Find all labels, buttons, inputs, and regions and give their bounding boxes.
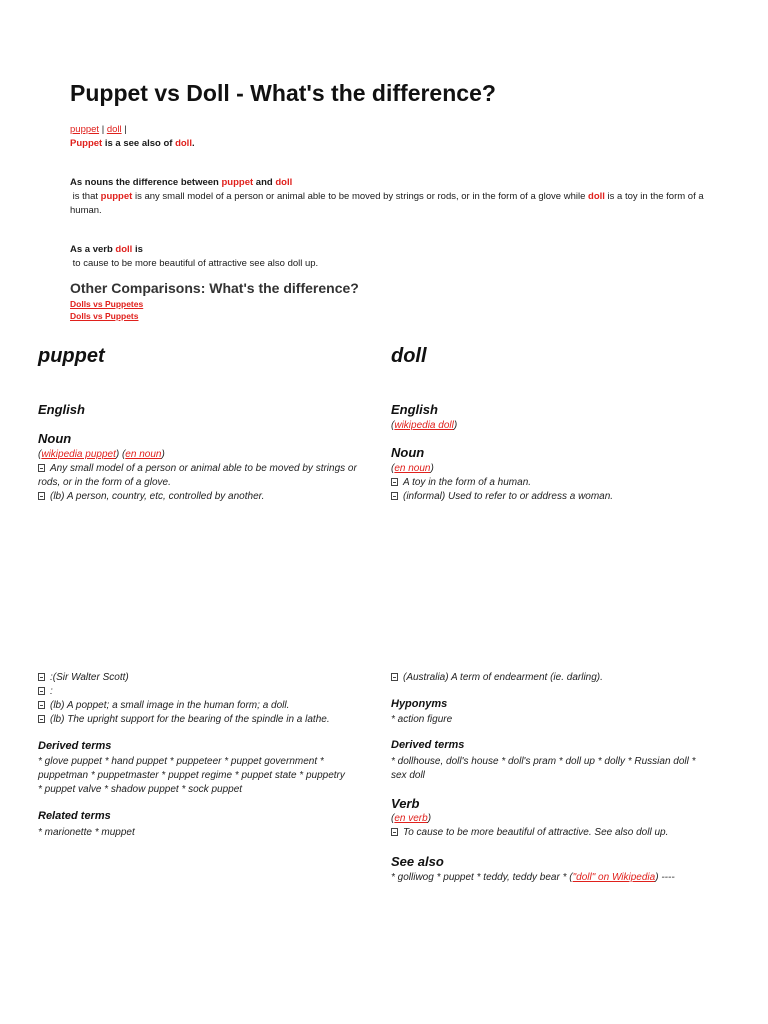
en-noun-link[interactable]: en noun	[394, 463, 431, 474]
bullet-box-icon	[38, 715, 45, 723]
derived-terms-line: * dollhouse, doll's house * doll's pram * doll up * dolly * Russian doll *	[391, 756, 696, 767]
word-puppet: puppet	[221, 177, 254, 188]
word-doll: doll	[115, 244, 133, 255]
puppet-noun-definitions	[38, 462, 383, 504]
en-noun-link[interactable]: en noun	[125, 449, 162, 460]
comparisons-list	[70, 298, 143, 322]
verb-suffix: is	[132, 244, 143, 255]
puppet-language-heading: English	[38, 402, 85, 417]
breadcrumb-link-doll[interactable]: doll	[106, 124, 122, 135]
doll-verb-definition	[391, 826, 736, 840]
bullet-box-icon	[38, 492, 45, 500]
verb-definition: to cause to be more beautiful of attractive see also doll up.	[70, 258, 319, 269]
bullet-box-icon	[391, 492, 398, 500]
definition-text: A toy in the form of a human.	[403, 477, 532, 488]
paren: ) (	[115, 449, 126, 460]
doll-see-also-list	[391, 871, 675, 885]
word-puppet: Puppet	[70, 138, 103, 149]
definition-item	[38, 462, 383, 476]
and-text: and	[253, 177, 276, 188]
paren: (	[391, 420, 395, 431]
bullet-box-icon	[38, 464, 45, 472]
paren: (	[38, 449, 42, 460]
definition-text: :(Sir Walter Scott)	[50, 672, 129, 683]
doll-noun-heading: Noun	[391, 445, 425, 460]
breadcrumb-separator: |	[99, 124, 107, 135]
doll-noun-definitions	[391, 476, 736, 504]
definition-continuation: rods, or in the form of a glove.	[38, 477, 171, 488]
paren: )	[427, 813, 432, 824]
doll-more-definitions	[391, 671, 736, 685]
definition-text: (informal) Used to refer to or address a woman.	[403, 491, 614, 502]
definition-item	[391, 490, 736, 504]
puppet-related-terms: * marionette * muppet	[38, 827, 135, 838]
breadcrumb-link-puppet[interactable]: puppet	[70, 124, 100, 135]
comparisons-heading: Other Comparisons: What's the difference?	[70, 280, 359, 296]
word-puppet: puppet	[100, 191, 133, 202]
doll-hyponyms-heading: Hyponyms	[391, 698, 448, 710]
word-doll: doll	[588, 191, 605, 202]
puppet-derived-terms	[38, 755, 383, 797]
puppet-related-heading: Related terms	[38, 810, 111, 822]
bullet-box-icon	[38, 687, 45, 695]
derived-terms-line: puppetman * puppetmaster * puppet regime * puppet state * puppetry	[38, 770, 345, 781]
doll-wiki-ref	[391, 419, 457, 433]
definition-item	[38, 685, 383, 699]
doll-derived-terms	[391, 755, 736, 783]
see-also-text: is a see also of	[102, 138, 176, 149]
paren: (	[391, 463, 395, 474]
definition-item	[38, 671, 383, 685]
paren: )	[430, 463, 434, 474]
paren: (	[391, 813, 395, 824]
doll-noun-ref	[391, 462, 434, 476]
breadcrumb	[70, 123, 127, 137]
nouns-text: is any small model of a person or animal able to be moved by strings or rods, or in the form of a glove while	[132, 191, 589, 202]
comparison-link-dolls-vs-puppetes[interactable]: Dolls vs Puppetes	[70, 299, 144, 309]
word-doll: doll	[275, 177, 293, 188]
doll-hyponyms: * action figure	[391, 714, 453, 725]
verb-heading-line	[70, 243, 143, 257]
definition-item	[391, 671, 736, 685]
nouns-text: is a toy in the form of a human.	[70, 191, 704, 216]
nouns-text: is that	[70, 191, 101, 202]
puppet-word-heading: puppet	[38, 345, 105, 367]
doll-see-also-heading: See also	[391, 854, 444, 869]
bullet-box-icon	[391, 673, 398, 681]
comparison-link-dolls-vs-puppets[interactable]: Dolls vs Puppets	[70, 311, 139, 321]
nouns-difference-text	[70, 190, 710, 218]
definition-text: :	[50, 686, 53, 697]
paren: )	[161, 449, 165, 460]
doll-on-wikipedia-link[interactable]: "doll" on Wikipedia	[572, 872, 656, 883]
bullet-box-icon	[391, 828, 398, 836]
page-title: Puppet vs Doll - What's the difference?	[70, 80, 496, 106]
definition-item	[38, 490, 383, 504]
wikipedia-puppet-link[interactable]: wikipedia puppet	[41, 449, 116, 460]
puppet-noun-heading: Noun	[38, 431, 72, 446]
bullet-box-icon	[38, 701, 45, 709]
see-also-line	[70, 137, 195, 151]
definition-item	[38, 713, 383, 727]
bullet-box-icon	[38, 673, 45, 681]
definition-text: To cause to be more beautiful of attractive. See also doll up.	[403, 827, 669, 838]
definition-text: (lb) A poppet; a small image in the human form; a doll.	[50, 700, 290, 711]
nouns-prefix: As nouns the difference between	[70, 177, 222, 188]
definition-text: Any small model of a person or animal able to be moved by strings or	[50, 463, 357, 474]
period: .	[191, 138, 195, 149]
wikipedia-doll-link[interactable]: wikipedia doll	[394, 420, 454, 431]
nouns-heading-line	[70, 176, 710, 190]
doll-verb-heading: Verb	[391, 796, 420, 811]
derived-terms-line: sex doll	[391, 770, 425, 781]
paren: )	[453, 420, 458, 431]
word-doll: doll	[175, 138, 192, 149]
puppet-derived-heading: Derived terms	[38, 740, 112, 752]
bullet-box-icon	[391, 478, 398, 486]
doll-word-heading: doll	[391, 345, 427, 367]
definition-text: (lb) The upright support for the bearing of the spindle in a lathe.	[50, 714, 330, 725]
doll-derived-heading: Derived terms	[391, 739, 465, 751]
verb-prefix: As a verb	[70, 244, 116, 255]
definition-text: (Australia) A term of endearment (ie. darling).	[403, 672, 603, 683]
definition-text: (lb) A person, country, etc, controlled by another.	[50, 491, 265, 502]
breadcrumb-separator: |	[121, 124, 127, 135]
doll-verb-ref	[391, 812, 431, 826]
definition-item	[38, 699, 383, 713]
puppet-more-definitions	[38, 671, 383, 727]
definition-item	[391, 476, 736, 490]
see-also-text: * golliwog * puppet * teddy, teddy bear * (	[391, 872, 573, 883]
doll-language-heading: English	[391, 402, 438, 417]
en-verb-link[interactable]: en verb	[394, 813, 428, 824]
puppet-noun-refs	[38, 448, 165, 462]
derived-terms-line: * glove puppet * hand puppet * puppeteer * puppet government *	[38, 756, 324, 767]
see-also-text: ) ----	[655, 872, 675, 883]
derived-terms-line: * puppet valve * shadow puppet * sock puppet	[38, 784, 243, 795]
